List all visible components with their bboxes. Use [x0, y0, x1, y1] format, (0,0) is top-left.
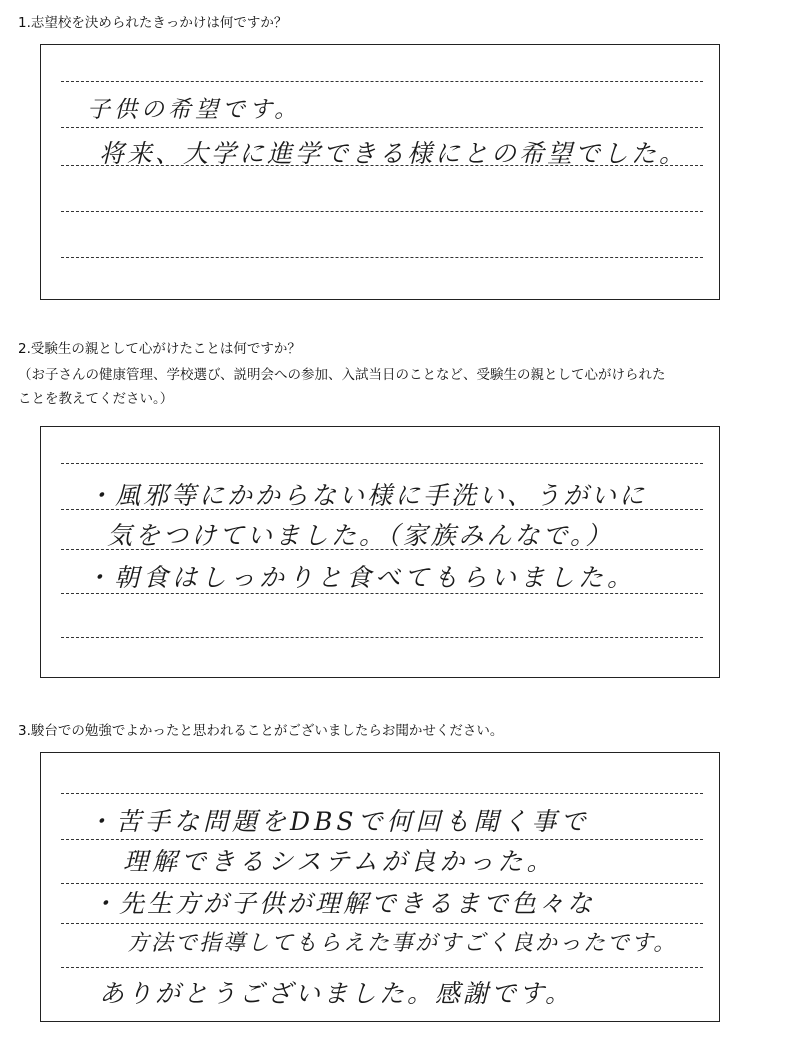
question-2: 2.受験生の親として心がけたことは何ですか？ [18, 341, 301, 357]
question-1: 1.志望校を決められたきっかけは何ですか？ [18, 15, 288, 31]
ruled-line [61, 923, 703, 924]
ruled-line [61, 637, 703, 638]
handwritten-answer-line: ・朝食はしっかりと食べてもらいました。 [85, 563, 637, 592]
handwritten-answer-line: ありがとうございました。感謝です。 [99, 979, 574, 1008]
ruled-line [61, 839, 703, 840]
handwritten-answer-line: 将来、大学に進学できる様にとの希望でした。 [99, 139, 688, 168]
ruled-line [61, 127, 703, 128]
ruled-line [61, 211, 703, 212]
question-3: 3.駿台での勉強でよかったと思われることがございましたらお聞かせください。 [18, 723, 504, 739]
answer-box-3 [40, 752, 720, 1022]
ruled-line [61, 463, 703, 464]
answer-box-2 [40, 426, 720, 678]
ruled-line [61, 883, 703, 884]
answer-box-1 [40, 44, 720, 300]
handwritten-answer-line: ・風邪等にかからない様に手洗い、うがいに [87, 481, 648, 510]
handwritten-answer-line: 方法で指導してもらえた事がすごく良かったです。 [127, 931, 678, 956]
handwritten-answer-line: ・苦手な問題をDBSで何回も聞く事で [87, 807, 590, 836]
question-2-note: ことを教えてください。） [18, 391, 174, 407]
handwritten-answer-line: ・先生方が子供が理解できるまで色々な [91, 889, 596, 918]
question-2-note: （お子さんの健康管理、学校選び、説明会への参加、入試当日のことなど、受験生の親として心がけられた [18, 367, 666, 383]
handwritten-answer-line: 気をつけていました。（家族みんなで。） [107, 521, 614, 550]
ruled-line [61, 81, 703, 82]
ruled-line [61, 793, 703, 794]
handwritten-answer-line: 理解できるシステムが良かった。 [123, 847, 556, 876]
ruled-line [61, 967, 703, 968]
ruled-line [61, 257, 703, 258]
handwritten-answer-line: 子供の希望です。 [87, 97, 302, 123]
ruled-line [61, 593, 703, 594]
